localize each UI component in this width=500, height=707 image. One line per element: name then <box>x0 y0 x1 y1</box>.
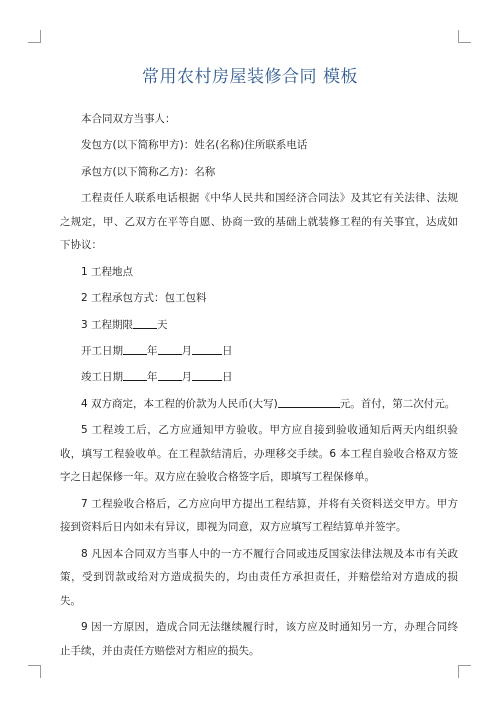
completion-day-unit: 日 <box>222 371 233 384</box>
crop-mark-top-left <box>28 30 41 43</box>
duration-unit: 天 <box>157 318 168 331</box>
clause-location: 1 工程地点 <box>81 265 134 278</box>
duration-label: 3 工程期限 <box>81 318 134 331</box>
duration-blank <box>133 316 157 329</box>
clause-acceptance-warranty: 5 工程竣工后，乙方应通知甲方验收。甲方应自接到验收通知后两天内组织验收，填写工程验收单。在工程款结清后，办理移交手续。6 本工程自验收合格双方签字之日起保修一年。双方应在验收合格签字后，即填写工程保修单。 <box>60 424 458 484</box>
completion-month-blank <box>158 368 182 381</box>
crop-mark-top-right <box>458 30 471 43</box>
clause-price <box>60 393 458 417</box>
start-year-blank <box>123 342 147 355</box>
start-month-unit: 月 <box>181 344 192 357</box>
parties-heading: 本合同双方当事人： <box>81 113 176 125</box>
clause-contract-method: 2 工程承包方式：包工包料 <box>81 292 207 305</box>
completion-month-unit: 月 <box>181 371 192 384</box>
crop-mark-bottom-left <box>28 665 41 678</box>
start-year-unit: 年 <box>147 344 158 357</box>
start-date-label: 开工日期 <box>81 344 123 357</box>
party-a-line: 发包方(以下简称甲方)：姓名(名称)住所联系电话 <box>81 139 308 152</box>
clause-duration <box>60 314 458 338</box>
start-date-line <box>60 340 458 364</box>
completion-year-blank <box>123 368 147 381</box>
document-body <box>60 108 458 666</box>
completion-year-unit: 年 <box>147 371 158 384</box>
completion-day-blank <box>192 368 222 381</box>
price-label: 4 双方商定，本工程的价款为人民币(大写) <box>81 397 278 410</box>
clause-settlement: 7 工程验收合格后，乙方应向甲方提出工程结算，并将有关资料送交甲方。甲方接到资料后日内如未有异议，即视为同意，双方应填写工程结算单并签字。 <box>60 497 458 534</box>
party-b-line: 承包方(以下简称乙方)：名称 <box>81 165 216 178</box>
clause-termination: 9 因一方原因，造成合同无法继续履行时，该方应及时通知另一方，办理合同终止手续，并由责任方赔偿对方相应的损失。 <box>60 621 458 657</box>
completion-date-line <box>60 366 458 390</box>
start-month-blank <box>158 342 182 355</box>
start-day-unit: 日 <box>222 344 233 357</box>
clause-liability: 8 凡因本合同双方当事人中的一方不履行合同或违反国家法律法规及本市有关政策，受到罚款或给对方造成损失的，均由责任方承担责任，并赔偿给对方造成的损失。 <box>60 547 458 607</box>
crop-mark-bottom-right <box>458 665 471 678</box>
price-rest: 元。首付，第二次付元。 <box>339 397 456 410</box>
completion-date-label: 竣工日期 <box>81 371 123 384</box>
start-day-blank <box>192 342 222 355</box>
document-title: 常用农村房屋装修合同 模板 <box>142 67 358 87</box>
preamble-paragraph: 工程责任人联系电话根据《中华人民共和国经济合同法》及其它有关法律、法规之规定，甲、乙双方在平等自愿、协商一致的基础上就装修工程的有关事宜，达成如下协议： <box>60 192 458 252</box>
price-blank <box>278 395 340 408</box>
